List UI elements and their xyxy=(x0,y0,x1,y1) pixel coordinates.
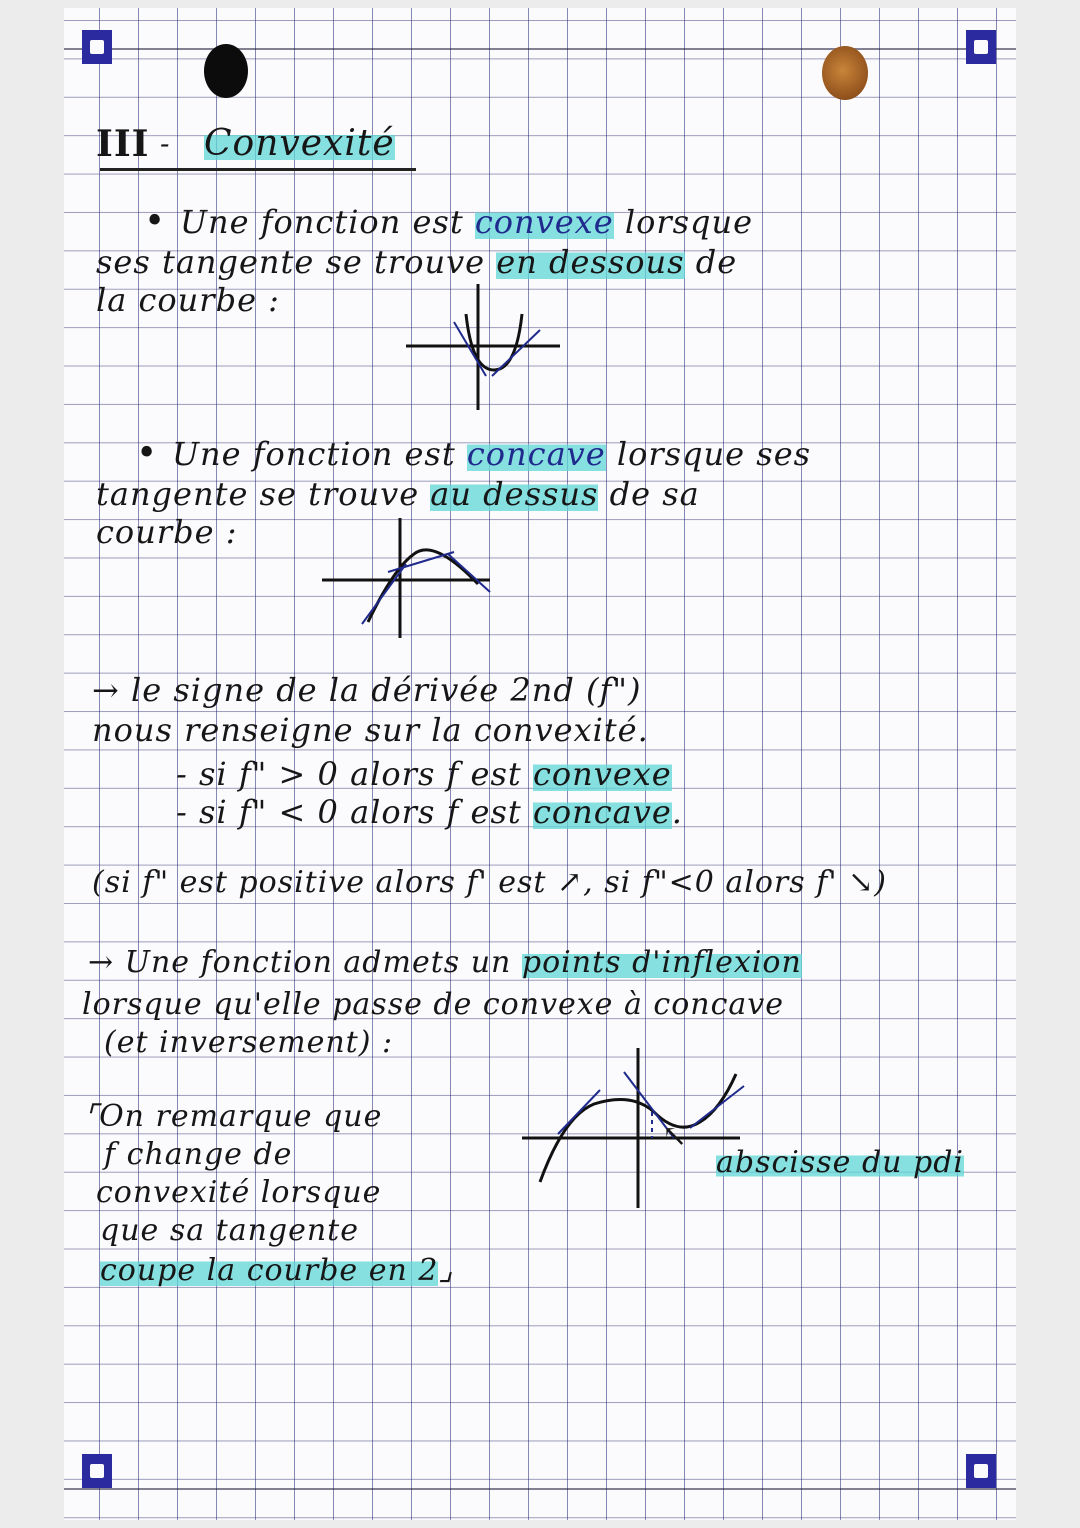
highlight-convexe: convexe xyxy=(532,755,672,793)
bullet: • xyxy=(136,433,159,474)
highlight-concave: concave xyxy=(532,793,672,831)
binder-hole xyxy=(204,44,248,98)
text-line: la courbe : xyxy=(96,281,280,319)
arrow-icon: ↖ xyxy=(662,1119,689,1154)
title-underline xyxy=(100,168,416,171)
rule-line: - si f" < 0 alors f est concave. xyxy=(176,793,683,831)
highlight-points-inflexion: points d'inflexion xyxy=(521,945,802,980)
inflexion-point-diagram xyxy=(514,1038,774,1218)
diagram-label: abscisse du pdi xyxy=(716,1145,965,1180)
corner-marker-icon xyxy=(82,30,112,64)
text-line: ses tangente se trouve en dessous de xyxy=(96,243,738,281)
text-line: lorsque qu'elle passe de convexe à concave xyxy=(82,987,784,1022)
remark-line: coupe la courbe en 2⌟ xyxy=(100,1253,454,1288)
highlight-concave: concave xyxy=(466,435,606,473)
concave-function-diagram xyxy=(314,514,504,644)
section-number: III xyxy=(96,123,150,165)
grid-paper-page: III - Convexité • Une fonction est convexe lorsque ses tangente se trouve en dessous de la courbe : • Une fonction est concave lorsque ses tangente se trouve au dessus de sa courbe : → le signe de la dérivée 2nd (f") nous renseigne sur la convexité. - si f" > 0 alors f est convexe - si f" < 0 alors f est concave. (si f" est positive alors f' est ↗, si f"<0 alors f' ↘) → Une fonction admets un points d'inflexion lorsque qu'elle passe de convexe à concave (et inversement) : ⌜On remarque que f change de convexité lorsque que sa tangente coupe la courbe en 2⌟ ↖ abscisse du pdi xyxy=(64,8,1016,1520)
remark-line: f change de xyxy=(104,1137,293,1172)
text-line: tangente se trouve au dessus de sa xyxy=(96,475,700,513)
text-line: courbe : xyxy=(96,513,238,551)
remark-line: convexité lorsque xyxy=(96,1175,382,1210)
page-rule xyxy=(64,1488,1016,1490)
text-line: nous renseigne sur la convexité. xyxy=(92,711,649,749)
text-line: → le signe de la dérivée 2nd (f") xyxy=(92,671,642,709)
rule-line: - si f" > 0 alors f est convexe xyxy=(176,755,672,793)
page-rule xyxy=(64,48,1016,50)
text-line: Une fonction est concave lorsque ses xyxy=(172,435,812,473)
highlight-en-dessous: en dessous xyxy=(496,243,685,281)
note-line: (si f" est positive alors f' est ↗, si f"<0 alors f' ↘) xyxy=(92,865,887,900)
convex-function-diagram xyxy=(394,278,574,418)
corner-marker-icon xyxy=(966,1454,996,1488)
text-line: Une fonction est convexe lorsque xyxy=(180,203,754,241)
bullet: • xyxy=(144,201,167,242)
highlight-coupe-la-courbe: coupe la courbe en 2 xyxy=(100,1253,439,1288)
remark-line: que sa tangente xyxy=(100,1213,359,1248)
highlight-convexe: convexe xyxy=(474,203,614,241)
remark-line: ⌜On remarque que xyxy=(84,1099,383,1134)
section-title: Convexité xyxy=(204,123,395,164)
text-line: → Une fonction admets un points d'inflexion xyxy=(88,945,802,980)
highlight-au-dessus: au dessus xyxy=(430,475,599,513)
corner-marker-icon xyxy=(82,1454,112,1488)
binder-ring-reinforcement xyxy=(822,46,868,100)
text-line: (et inversement) : xyxy=(104,1025,394,1060)
corner-marker-icon xyxy=(966,30,996,64)
